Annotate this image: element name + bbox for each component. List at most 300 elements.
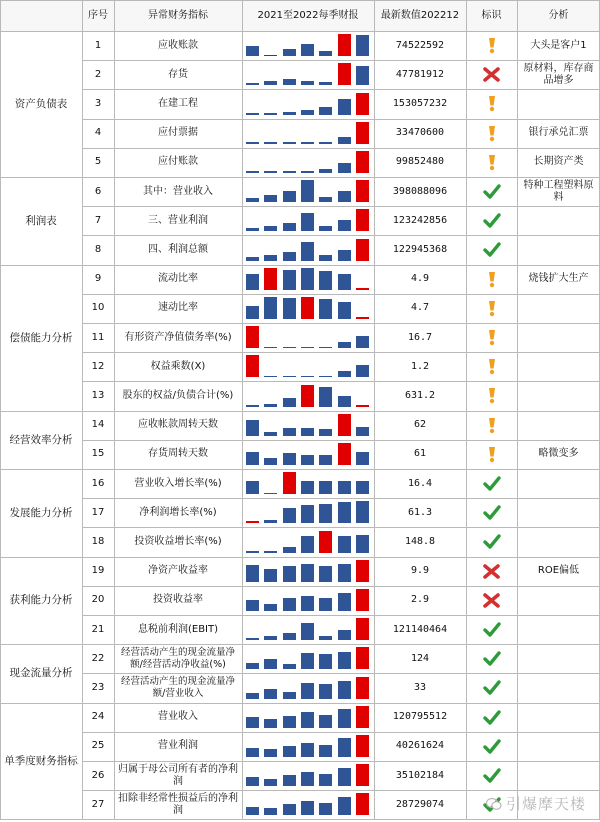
latest-value — [374, 119, 466, 148]
row-number — [82, 498, 114, 527]
chart-bar — [301, 171, 314, 173]
quarterly-bar-chart — [242, 60, 374, 89]
category-label: 单季度财务指标 — [4, 754, 78, 767]
chart-bar — [319, 347, 332, 349]
header-label: 最新数值202212 — [380, 9, 460, 21]
indicator-name-text: 归属于母公司所有者的净利润 — [118, 763, 238, 787]
wechat-icon — [486, 797, 502, 811]
chart-bar — [338, 630, 351, 640]
analysis-note — [517, 615, 600, 644]
chart-bar — [283, 79, 296, 86]
latest-value-text: 61.3 — [407, 506, 433, 518]
status-flag — [466, 673, 517, 702]
latest-value-text: 35102184 — [395, 769, 445, 781]
category-label: 偿债能力分析 — [9, 331, 73, 344]
chart-bar — [283, 598, 296, 611]
latest-value — [374, 761, 466, 790]
chart-bar — [356, 501, 369, 523]
latest-value-text: 120795512 — [392, 711, 448, 723]
analysis-note-text: ROE偏低 — [537, 565, 580, 577]
warning-icon — [487, 387, 497, 404]
chart-bar — [338, 302, 351, 319]
chart-bar — [319, 271, 332, 290]
header-label: 2021至2022每季财报 — [257, 9, 359, 21]
status-flag — [466, 352, 517, 381]
chart-bar — [264, 268, 277, 290]
analysis-note — [517, 673, 600, 702]
chart-bar — [301, 297, 314, 319]
chart-bar — [264, 636, 277, 640]
chart-bar — [356, 735, 369, 757]
chart-bar — [264, 569, 277, 582]
indicator-name-text: 投资收益率 — [153, 594, 203, 606]
chart-bar — [283, 270, 296, 290]
indicator-name-text: 四、利润总额 — [148, 243, 208, 255]
analysis-note — [517, 206, 600, 235]
chart-bar — [319, 387, 332, 407]
chart-bar — [338, 681, 351, 699]
chart-bar — [246, 600, 259, 611]
latest-value-text: 74522592 — [395, 39, 445, 51]
indicator-name-text: 经营活动产生的现金流量净额/营业收入 — [120, 675, 235, 699]
header-label: 标识 — [481, 9, 502, 21]
row-number — [82, 235, 114, 264]
chart-bar — [356, 93, 369, 115]
group-divider — [0, 819, 82, 820]
indicator-name-text: 净资产收益率 — [148, 565, 208, 577]
quarterly-bar-chart — [242, 498, 374, 527]
latest-value-text: 631.2 — [404, 389, 436, 401]
chart-bar — [356, 560, 369, 582]
chart-bar — [301, 653, 314, 670]
checkmark-icon — [483, 476, 501, 491]
quarterly-bar-chart — [242, 557, 374, 586]
indicator-name-text: 应付票据 — [158, 127, 198, 139]
chart-bar — [264, 404, 277, 406]
chart-bar — [338, 481, 351, 494]
chart-bar — [283, 664, 296, 670]
latest-value — [374, 557, 466, 586]
row-number-text: 17 — [91, 506, 105, 518]
chart-bar — [301, 385, 314, 407]
chart-bar — [264, 749, 277, 757]
row-number — [82, 703, 114, 732]
row-number-text: 24 — [91, 711, 105, 723]
header-note — [517, 0, 600, 31]
chart-bar — [264, 81, 277, 85]
chart-bar — [246, 452, 259, 465]
latest-value-text: 28729074 — [395, 798, 445, 810]
latest-value — [374, 586, 466, 615]
latest-value-text: 4.7 — [410, 302, 430, 314]
latest-value-text: 122945368 — [392, 243, 448, 255]
chart-bar — [338, 63, 351, 85]
chart-bar — [338, 274, 351, 289]
indicator-name — [114, 89, 242, 118]
indicator-name-text: 股东的权益/负债合计(%) — [122, 389, 234, 401]
row-number-text: 25 — [91, 740, 105, 752]
status-flag — [466, 31, 517, 60]
status-flag — [466, 411, 517, 440]
chart-bar — [319, 481, 332, 494]
chart-bar — [356, 793, 369, 815]
chart-bar — [246, 46, 259, 56]
row-number-text: 16 — [91, 477, 105, 489]
row-number-text: 15 — [91, 448, 105, 460]
chart-bar — [319, 429, 332, 436]
chart-bar — [283, 746, 296, 757]
category-label: 资产负债表 — [14, 98, 68, 110]
row-number — [82, 527, 114, 556]
indicator-name-text: 息税前利润(EBIT) — [137, 623, 219, 635]
chart-bar — [283, 428, 296, 436]
indicator-name-text: 营业收入 — [158, 711, 198, 723]
header-divider — [0, 31, 600, 32]
chart-bar — [246, 521, 259, 524]
latest-value — [374, 673, 466, 702]
analysis-note — [517, 177, 600, 206]
chart-bar — [301, 455, 314, 465]
chart-bar — [283, 376, 296, 378]
header-name — [114, 0, 242, 31]
chart-bar — [246, 142, 259, 144]
chart-bar — [264, 551, 277, 553]
cross-icon — [483, 67, 500, 82]
latest-value-text: 124 — [410, 652, 430, 664]
quarterly-bar-chart — [242, 527, 374, 556]
chart-bar — [283, 566, 296, 581]
chart-bar — [264, 520, 277, 523]
chart-bar — [319, 255, 332, 261]
column-divider — [466, 0, 467, 819]
row-number-text: 13 — [91, 389, 105, 401]
status-flag — [466, 644, 517, 673]
chart-bar — [356, 677, 369, 699]
analysis-note — [517, 352, 600, 381]
quarterly-bar-chart — [242, 31, 374, 60]
row-number-text: 2 — [94, 68, 102, 80]
latest-value — [374, 89, 466, 118]
chart-bar — [301, 712, 314, 727]
row-number — [82, 148, 114, 177]
row-number — [82, 60, 114, 89]
indicator-name-text: 应收帐款周转天数 — [138, 419, 218, 431]
latest-value — [374, 527, 466, 556]
header-blank — [0, 0, 82, 31]
chart-bar — [301, 44, 314, 56]
indicator-name-text: 三、营业利润 — [148, 214, 208, 226]
chart-bar — [319, 774, 332, 786]
status-flag — [466, 60, 517, 89]
status-flag — [466, 703, 517, 732]
quarterly-bar-chart — [242, 177, 374, 206]
row-number-text: 7 — [94, 214, 102, 226]
latest-value — [374, 31, 466, 60]
row-number — [82, 352, 114, 381]
analysis-note — [517, 323, 600, 352]
row-divider — [82, 819, 600, 820]
chart-bar — [356, 452, 369, 465]
chart-bar — [338, 709, 351, 728]
row-number — [82, 119, 114, 148]
chart-bar — [301, 743, 314, 757]
chart-bar — [338, 593, 351, 611]
row-number-text: 9 — [94, 273, 102, 285]
warning-icon — [487, 300, 497, 317]
chart-bar — [264, 113, 277, 115]
chart-bar — [246, 420, 259, 435]
quarterly-bar-chart — [242, 761, 374, 790]
category-cell — [0, 265, 82, 411]
analysis-note — [517, 60, 600, 89]
chart-bar — [264, 347, 277, 349]
category-label: 经营效率分析 — [9, 433, 73, 446]
chart-bar — [356, 180, 369, 202]
indicator-name — [114, 381, 242, 410]
analysis-note — [517, 265, 600, 294]
warning-icon — [487, 125, 497, 142]
chart-bar — [338, 797, 351, 816]
latest-value-text: 33 — [413, 681, 427, 693]
status-flag — [466, 469, 517, 498]
indicator-name-text: 在建工程 — [158, 97, 198, 109]
chart-bar — [356, 365, 369, 377]
chart-bar — [264, 779, 277, 787]
chart-bar — [283, 547, 296, 553]
chart-bar — [356, 209, 369, 231]
category-cell — [0, 31, 82, 177]
quarterly-bar-chart — [242, 586, 374, 615]
status-flag — [466, 177, 517, 206]
status-flag — [466, 89, 517, 118]
latest-value — [374, 411, 466, 440]
chart-bar — [246, 481, 259, 494]
latest-value-text: 153057232 — [392, 97, 448, 109]
latest-value — [374, 615, 466, 644]
warning-icon — [487, 358, 497, 375]
row-number — [82, 89, 114, 118]
indicator-name — [114, 469, 242, 498]
status-flag — [466, 265, 517, 294]
checkmark-icon — [483, 622, 501, 637]
row-number-text: 21 — [91, 623, 105, 635]
chart-bar — [264, 808, 277, 816]
chart-bar — [338, 34, 351, 56]
checkmark-icon — [483, 213, 501, 228]
indicator-name-text: 应收账款 — [158, 39, 198, 51]
quarterly-bar-chart — [242, 235, 374, 264]
quarterly-bar-chart — [242, 411, 374, 440]
chart-bar — [301, 376, 314, 378]
chart-bar — [283, 191, 296, 202]
chart-bar — [246, 113, 259, 115]
chart-bar — [338, 220, 351, 231]
warning-icon — [487, 417, 497, 434]
quarterly-bar-chart — [242, 732, 374, 761]
row-number-text: 19 — [91, 565, 105, 577]
category-cell — [0, 644, 82, 702]
indicator-name-text: 应付账款 — [158, 156, 198, 168]
row-number-text: 18 — [91, 535, 105, 547]
chart-bar — [264, 719, 277, 728]
latest-value-text: 148.8 — [404, 535, 436, 547]
status-flag — [466, 294, 517, 323]
chart-bar — [283, 298, 296, 319]
indicator-name — [114, 557, 242, 586]
row-number — [82, 31, 114, 60]
quarterly-bar-chart — [242, 644, 374, 673]
chart-bar — [264, 226, 277, 232]
header-label: 分析 — [548, 9, 569, 21]
chart-bar — [356, 589, 369, 611]
quarterly-bar-chart — [242, 352, 374, 381]
indicator-name-text: 存货 — [168, 68, 188, 80]
checkmark-icon — [483, 242, 501, 257]
cross-icon — [483, 593, 500, 608]
analysis-note — [517, 732, 600, 761]
row-number-text: 4 — [94, 127, 102, 139]
header-no — [82, 0, 114, 31]
chart-bar — [356, 647, 369, 669]
analysis-note-text: 略微变多 — [538, 448, 579, 460]
analysis-note — [517, 557, 600, 586]
header-chart — [242, 0, 374, 31]
latest-value-text: 16.4 — [407, 477, 433, 489]
chart-bar — [319, 598, 332, 611]
latest-value-text: 16.7 — [407, 331, 433, 343]
row-number — [82, 615, 114, 644]
chart-bar — [356, 706, 369, 728]
chart-bar — [264, 689, 277, 699]
chart-bar — [319, 51, 332, 57]
latest-value-text: 33470600 — [395, 127, 445, 139]
indicator-name — [114, 527, 242, 556]
chart-bar — [246, 638, 259, 640]
chart-bar — [356, 317, 369, 319]
row-number — [82, 732, 114, 761]
chart-bar — [319, 455, 332, 465]
column-divider — [82, 0, 83, 819]
row-number — [82, 206, 114, 235]
analysis-note-text: 烧钱扩大生产 — [528, 273, 589, 285]
chart-bar — [319, 566, 332, 581]
row-number — [82, 761, 114, 790]
indicator-name — [114, 323, 242, 352]
indicator-name — [114, 265, 242, 294]
indicator-name — [114, 177, 242, 206]
indicator-name — [114, 148, 242, 177]
chart-bar — [356, 35, 369, 56]
row-number — [82, 586, 114, 615]
chart-bar — [338, 536, 351, 553]
row-number — [82, 790, 114, 819]
chart-bar — [338, 163, 351, 173]
chart-bar — [301, 428, 314, 436]
analysis-note-text: 大头是客户1 — [530, 39, 587, 51]
row-number-text: 1 — [94, 39, 102, 51]
analysis-note — [517, 381, 600, 410]
analysis-note — [517, 527, 600, 556]
header-label: 序号 — [88, 9, 108, 21]
chart-bar — [338, 652, 351, 670]
quarterly-bar-chart — [242, 89, 374, 118]
quarterly-bar-chart — [242, 381, 374, 410]
latest-value — [374, 206, 466, 235]
row-number — [82, 440, 114, 469]
indicator-name — [114, 440, 242, 469]
row-number — [82, 294, 114, 323]
latest-value — [374, 177, 466, 206]
chart-bar — [319, 197, 332, 203]
chart-bar — [301, 596, 314, 611]
chart-bar — [338, 502, 351, 523]
status-flag — [466, 498, 517, 527]
chart-bar — [338, 443, 351, 465]
analysis-note — [517, 235, 600, 264]
latest-value-text: 99852480 — [395, 156, 445, 168]
chart-bar — [246, 748, 259, 757]
header-value — [374, 0, 466, 31]
row-number-text: 3 — [94, 97, 102, 109]
chart-bar — [301, 505, 314, 524]
chart-bar — [319, 142, 332, 144]
cross-icon — [483, 564, 500, 579]
chart-bar — [283, 692, 296, 699]
analysis-note — [517, 119, 600, 148]
chart-bar — [301, 110, 314, 114]
chart-bar — [264, 195, 277, 203]
quarterly-bar-chart — [242, 148, 374, 177]
chart-bar — [264, 55, 277, 57]
latest-value — [374, 381, 466, 410]
chart-bar — [283, 223, 296, 232]
row-number-text: 20 — [91, 594, 105, 606]
table-top-border — [0, 0, 600, 1]
chart-bar — [246, 198, 259, 202]
status-flag — [466, 732, 517, 761]
checkmark-icon — [483, 710, 501, 725]
latest-value-text: 398088096 — [392, 185, 448, 197]
chart-bar — [283, 775, 296, 786]
quarterly-bar-chart — [242, 440, 374, 469]
chart-bar — [356, 764, 369, 786]
indicator-name — [114, 411, 242, 440]
chart-bar — [319, 715, 332, 728]
row-number — [82, 469, 114, 498]
latest-value — [374, 352, 466, 381]
chart-bar — [356, 288, 369, 290]
status-flag — [466, 440, 517, 469]
quarterly-bar-chart — [242, 294, 374, 323]
chart-bar — [283, 804, 296, 815]
analysis-note — [517, 31, 600, 60]
checkmark-icon — [483, 651, 501, 666]
row-number-text: 6 — [94, 185, 102, 197]
indicator-name-text: 存货周转天数 — [148, 448, 208, 460]
chart-bar — [301, 801, 314, 815]
column-divider — [242, 0, 243, 819]
chart-bar — [301, 564, 314, 582]
chart-bar — [319, 226, 332, 232]
chart-bar — [319, 376, 332, 378]
quarterly-bar-chart — [242, 673, 374, 702]
chart-bar — [283, 472, 296, 494]
chart-bar — [319, 684, 332, 698]
chart-bar — [301, 242, 314, 261]
chart-bar — [356, 151, 369, 173]
warning-icon — [487, 95, 497, 112]
chart-bar — [283, 171, 296, 173]
